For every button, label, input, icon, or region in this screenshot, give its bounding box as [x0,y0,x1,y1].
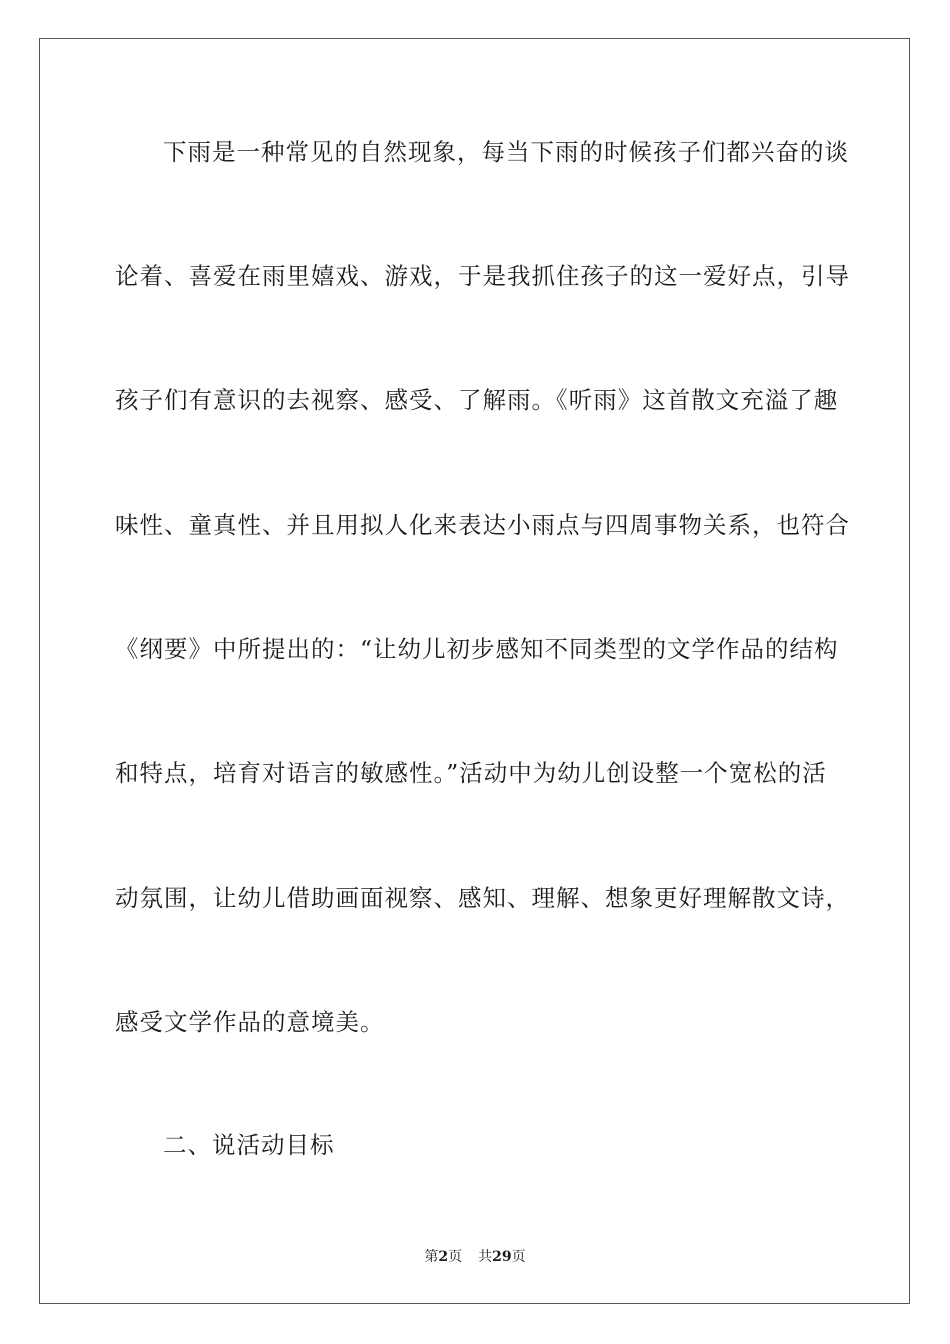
paragraph-line: 动氛围，让幼儿借助画面视察、感知、理解、想象更好理解散文诗， [115,884,850,912]
page-unit: 页 [448,1249,463,1265]
paragraph-line: 下雨是一种常见的自然现象，每当下雨的时候孩子们都兴奋的谈 [163,138,849,166]
total-unit: 页 [511,1249,526,1265]
section-heading: 二、说活动目标 [163,1131,335,1159]
page-prefix: 第 [424,1249,439,1265]
paragraph-line: 论着、喜爱在雨里嬉戏、游戏，于是我抓住孩子的这一爱好点，引导 [115,262,850,290]
page-footer [0,1247,950,1267]
paragraph-line: 《纲要》中所提出的：“让幼儿初步感知不同类型的文学作品的结构 [115,635,839,663]
paragraph-line: 孩子们有意识的去视察、感受、了解雨。《听雨》这首散文充溢了趣 [115,386,839,414]
page-frame [39,38,910,1304]
paragraph-line: 感受文学作品的意境美。 [115,1008,385,1036]
total-prefix: 共 [478,1249,493,1265]
total-page-number: 29 [492,1249,512,1265]
current-page-number: 2 [438,1249,449,1265]
paragraph-line: 味性、童真性、并且用拟人化来表达小雨点与四周事物关系，也符合 [115,511,850,539]
paragraph-line: 和特点，培育对语言的敏感性。”活动中为幼儿创设整一个宽松的活 [115,759,827,787]
